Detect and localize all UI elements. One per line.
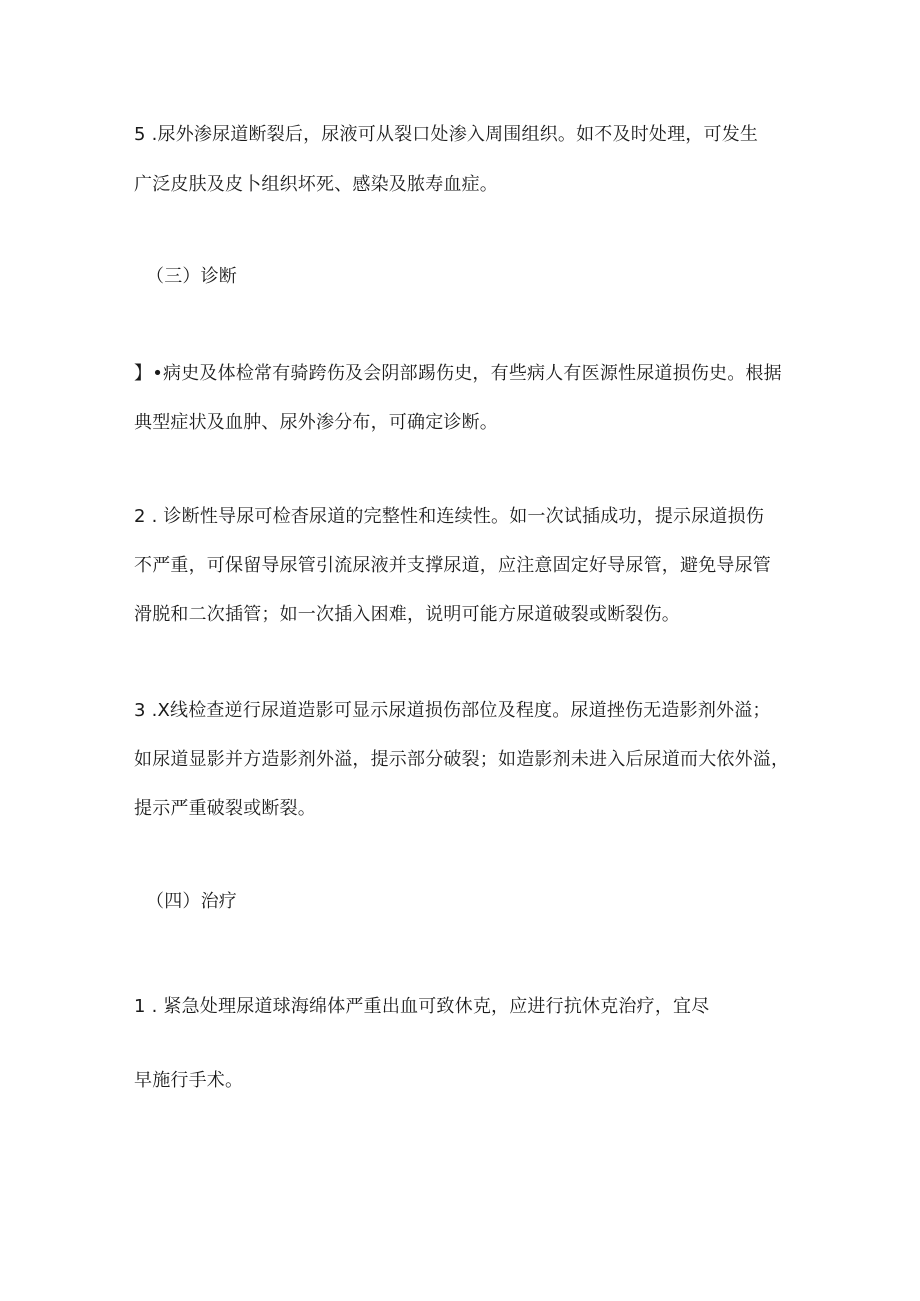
diagnosis-item-3-line-1: 3 .X线检查逆行尿道造影可显示尿道损伤部位及程度。尿道挫伤无造影剂外溢； [134, 700, 771, 721]
paragraph-5-line-1: 5 .尿外渗尿道断裂后，尿液可从裂口处渗入周围组织。如不及时处理，可发生 [134, 124, 759, 145]
section-heading-diagnosis: （三）诊断 [146, 266, 237, 287]
diagnosis-item-3-line-3: 提示严重破裂或断裂。 [134, 798, 316, 819]
diagnosis-item-1-line-1: 】•病史及体检常有骑跨伤及会阴部踢伤史，有些病人有医源性尿道损伤史。根据 [134, 363, 782, 384]
treatment-item-1-line-2: 早施行手术。 [134, 1070, 244, 1091]
diagnosis-item-2-line-1: 2 . 诊断性导尿可检杳尿道的完整性和连续性。如一次试插成功，提示尿道损伤 [134, 506, 765, 527]
treatment-item-1-line-1: 1 . 紧急处理尿道球海绵体严重出血可致休克，应进行抗休克治疗，宜尽 [134, 996, 710, 1017]
paragraph-5-line-2: 广泛皮肤及皮卜组织坏死、感染及脓寿血症。 [134, 174, 498, 195]
diagnosis-item-2-line-3: 滑脱和二次插管；如一次插入困难，说明可能方尿道破裂或断裂伤。 [134, 604, 680, 625]
diagnosis-item-2-line-2: 不严重，可保留导尿管引流尿液并支撑尿道，应注意固定好导尿管，避免导尿管 [134, 555, 771, 576]
diagnosis-item-1-line-2: 典型症状及血肿、尿外渗分布，可确定诊断。 [134, 412, 498, 433]
diagnosis-item-3-line-2: 如尿道显影并方造影剂外溢，提示部分破裂；如造影剂未进入后尿道而大依外溢， [134, 749, 790, 770]
section-heading-treatment: （四）治疗 [146, 891, 237, 912]
